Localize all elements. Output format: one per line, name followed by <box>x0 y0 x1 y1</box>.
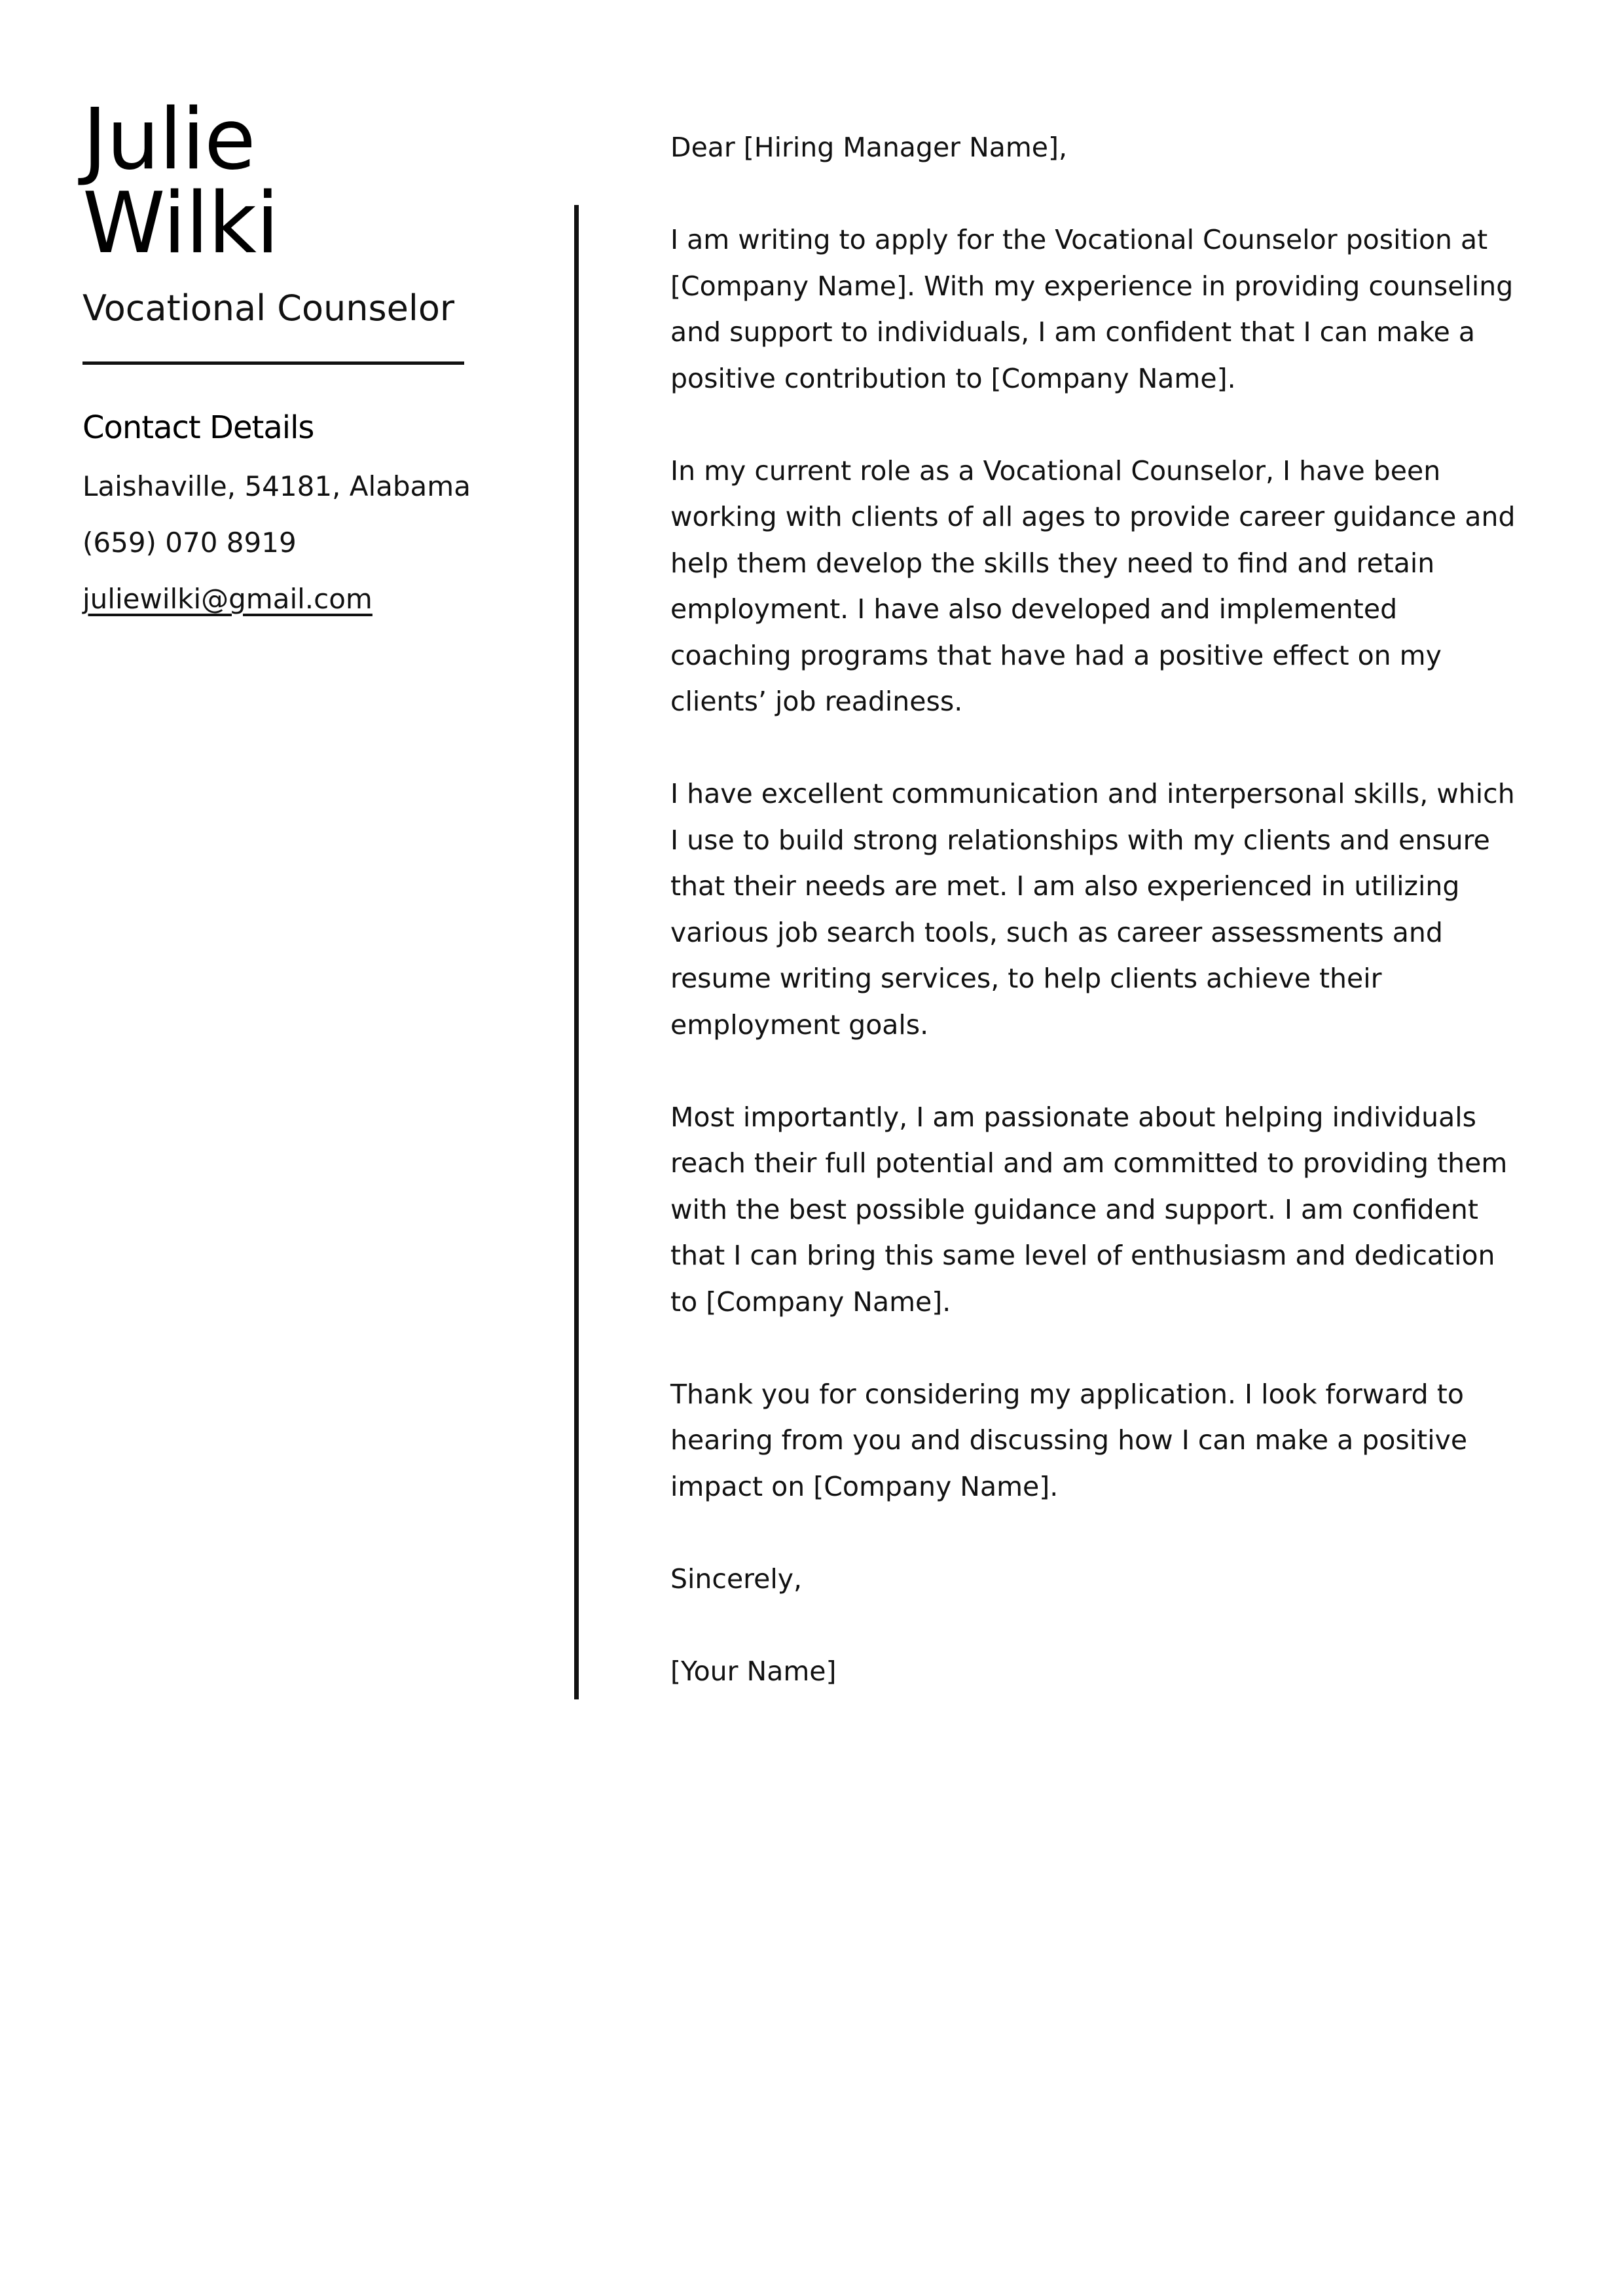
sidebar-divider <box>82 361 464 365</box>
letter-greeting: Dear [Hiring Manager Name], <box>670 132 1068 163</box>
letter-closing: Sincerely, <box>670 1563 803 1595</box>
first-name: Julie <box>82 91 255 189</box>
letter-body <box>670 124 1522 1741</box>
contact-phone: (659) 070 8919 <box>82 527 297 559</box>
vertical-divider <box>574 205 579 1699</box>
letter-paragraph: I have excellent communication and interpersonal skills, which I use to build strong relationships with my clients and ensure that their needs are met. I am also experienced in utilizing various job search tools, such as career assessments and resume writing services, to help clients achieve their employment goals. <box>670 778 1515 1041</box>
contact-address: Laishaville, 54181, Alabama <box>82 470 471 502</box>
sidebar <box>82 91 488 618</box>
letter-signature: [Your Name] <box>670 1655 837 1687</box>
letter-paragraph: Most importantly, I am passionate about helping individuals reach their full potential and am committed to providing them with the best possible guidance and support. I am confident that I can bring this same level of enthusiasm and dedication to [Company Name]. <box>670 1101 1508 1318</box>
letter-paragraph: I am writing to apply for the Vocational Counselor position at [Company Name]. With my experience in providing counseling and support to individuals, I am confident that I can make a positive contribution to [Company Name]. <box>670 224 1514 394</box>
last-name: Wilki <box>82 175 279 272</box>
job-title: Vocational Counselor <box>82 287 455 329</box>
letter-paragraph: In my current role as a Vocational Counselor, I have been working with clients of all ages to provide career guidance and help them develop the skills they need to find and retain employment. I have also developed and implemented coaching programs that have had a positive effect on my clients’ job readiness. <box>670 454 1516 717</box>
contact-email-link[interactable]: juliewilki@gmail.com <box>82 583 373 615</box>
contact-heading: Contact Details <box>82 409 314 446</box>
letter-paragraph: Thank you for considering my application. I look forward to hearing from you and discussing how I can make a positive impact on [Company Name]. <box>670 1378 1468 1502</box>
